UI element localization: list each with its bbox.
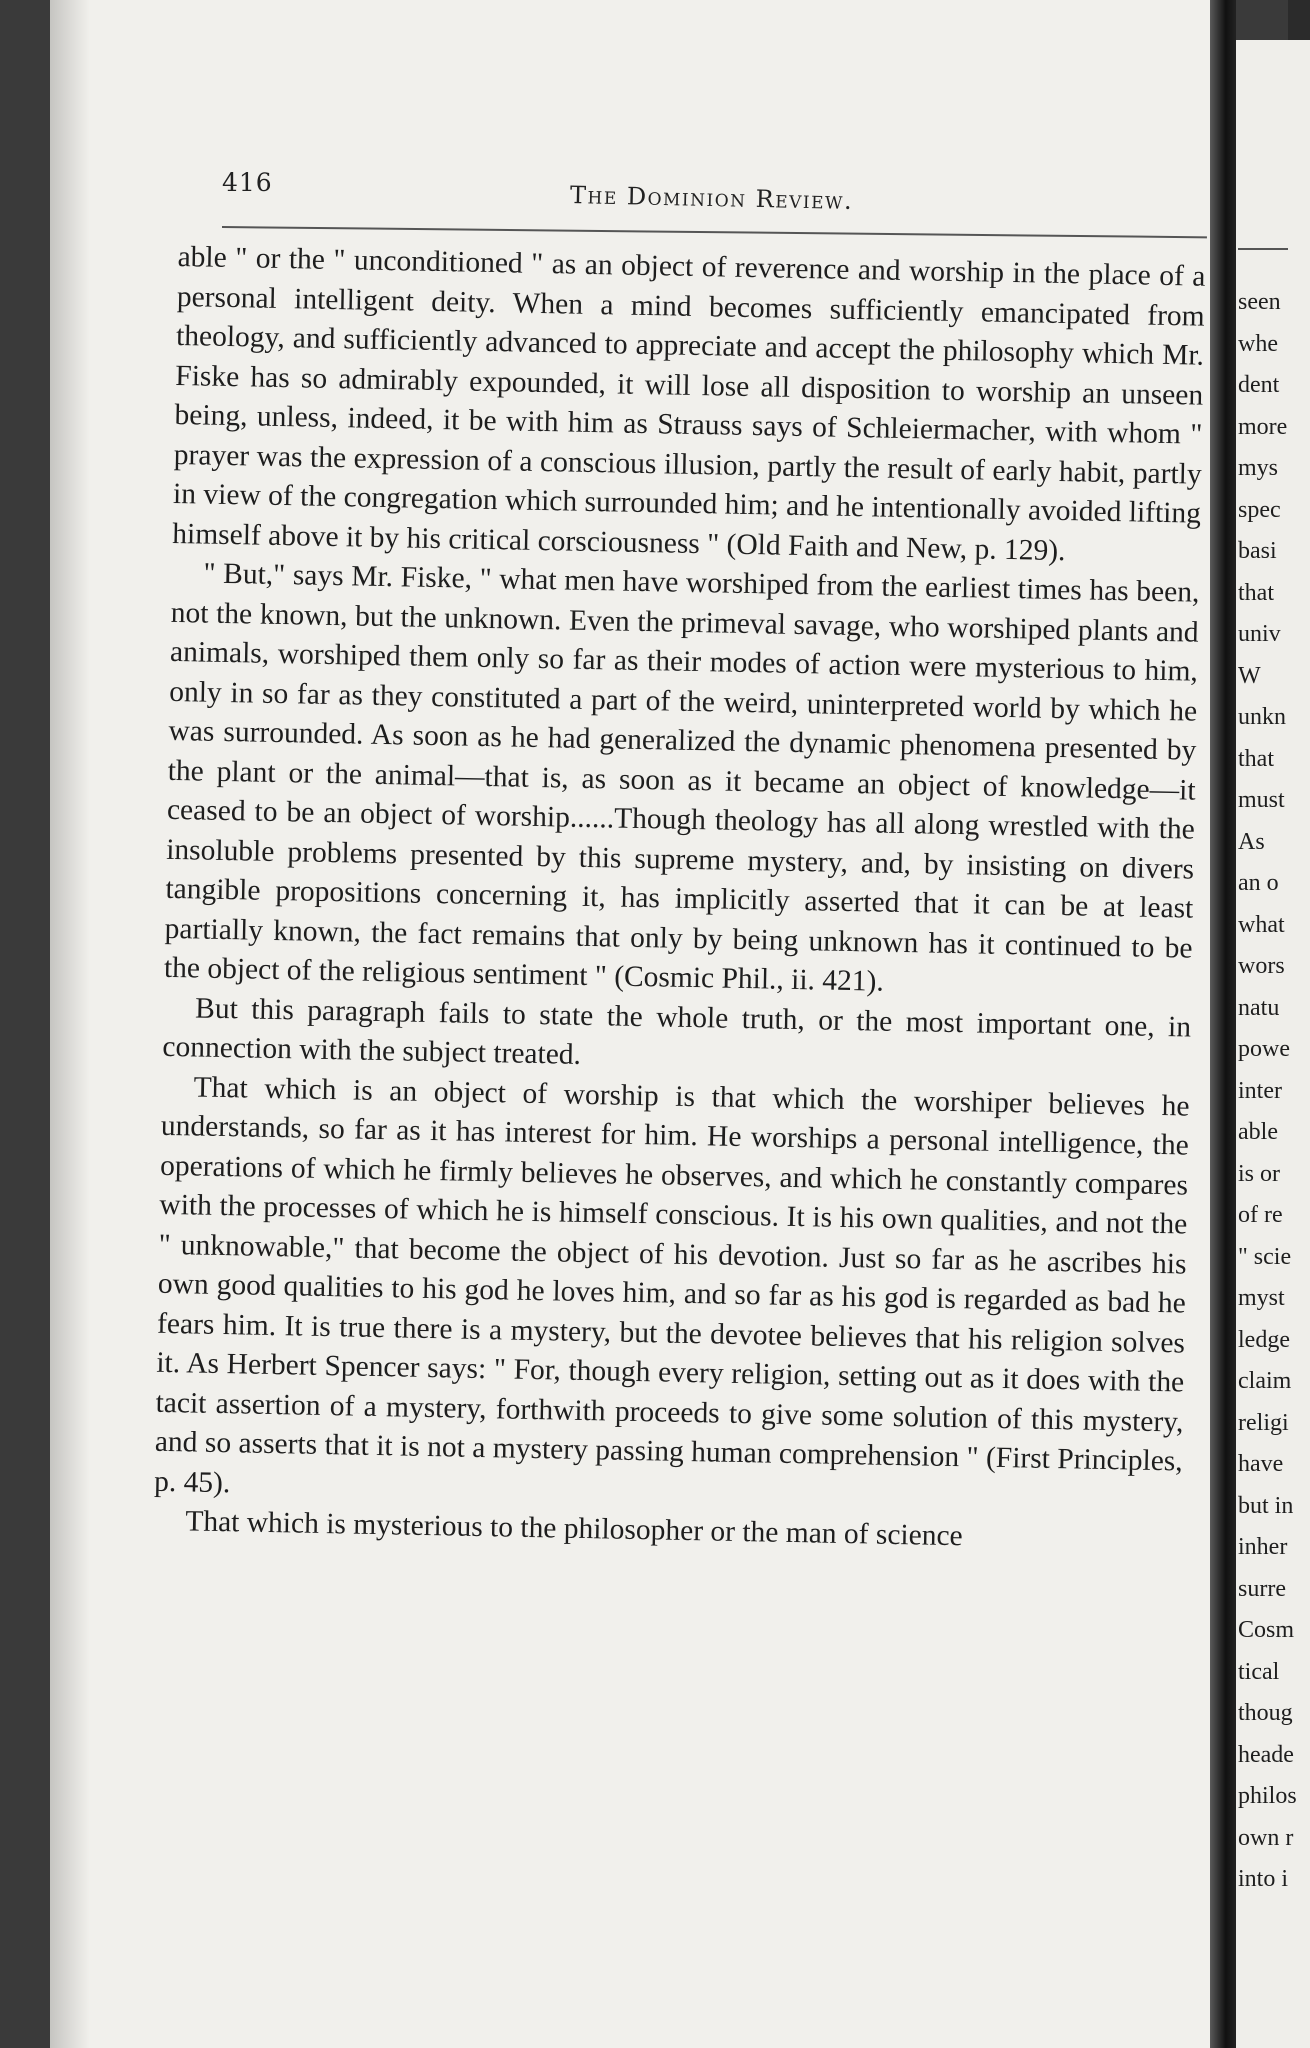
facing-line: able: [1238, 1119, 1278, 1145]
facing-line: must: [1238, 787, 1285, 813]
facing-line: tical: [1238, 1658, 1280, 1685]
facing-line: of re: [1238, 1202, 1283, 1228]
facing-line: wors: [1238, 953, 1285, 979]
facing-line: into i: [1238, 1866, 1289, 1892]
page-number: 416: [222, 168, 273, 197]
facing-line: surre: [1238, 1575, 1286, 1602]
facing-line: but in: [1238, 1492, 1294, 1519]
facing-line: seen: [1238, 289, 1281, 315]
facing-line: spec: [1238, 496, 1281, 523]
facing-line: more: [1238, 413, 1288, 440]
facing-page-rule: [1238, 248, 1288, 250]
facing-line: powe: [1238, 1036, 1290, 1062]
paragraph-mysterious: That which is mysterious to the philosopher or the man of science: [185, 1505, 964, 1553]
facing-line: mys: [1238, 455, 1279, 481]
facing-line: univ: [1238, 621, 1281, 647]
facing-line: myst: [1238, 1285, 1285, 1311]
facing-line: dent: [1238, 372, 1280, 398]
facing-page-column: [1238, 282, 1298, 1901]
facing-line: own r: [1238, 1824, 1294, 1851]
facing-line: basi: [1238, 538, 1277, 564]
facing-line: religi: [1238, 1409, 1289, 1436]
facing-line: thoug: [1238, 1700, 1293, 1726]
facing-line: claim: [1238, 1368, 1292, 1394]
facing-line: inher: [1238, 1534, 1288, 1560]
paragraph-object-of-worship: That which is an object of worship is that which the worshiper believes he understands, so far as it has interest for him. He worships a personal intelligence, the operations of which he firmly believes he observes, and which he constantly compares with the processes of which he is himself conscious. It is his own qualities, and not the " unknowable," that become the object of his devotion. Just so far as he ascribes his own good qualities to his god he loves him, and so far as his god is regarded as bad he fears him. It is true there is a mystery, but the devotee believes that his religion solves it. As Herbert Spencer says: " For, though every religion, setting out as it does with the tacit assertion of a mystery, forthwith proceeds to give some solution of this mystery, and so asserts that it is not a mystery passing human comprehension " (First Principles, p. 45).: [153, 1070, 1190, 1499]
page-edge-shadow: [50, 0, 90, 2048]
facing-line: what: [1238, 911, 1285, 938]
paragraph-fiske-quote: " But," says Mr. Fiske, " what men have worshiped from the earliest times has been, not the known, but the unknown. Even the primeval savage, who worshiped plants and animals, worshiped them only so far as their modes of action were mysterious to him, only in so far as they constituted a part of the weird, uninterpreted world by which he was surrounded. As soon as he had generalized the dynamic phenomena presented by the plant or the animal—that is, as soon as it became an object of knowledge—it ceased to be an object of worship......Though theology has all along wrestled with the insoluble problems presented by this supreme mystery, and, by insisting on divers tangible propositions concerning it, has implicitly asserted that it can be at least partially known, the fact remains that only by being unknown has it continued to be the object of the religious sentiment " (Cosmic Phil., ii. 421).: [163, 557, 1200, 998]
facing-line: that: [1238, 745, 1274, 772]
book-gutter: [1210, 0, 1236, 2048]
facing-line: As: [1238, 828, 1265, 855]
facing-line: that: [1238, 579, 1274, 606]
facing-line: natu: [1238, 994, 1280, 1021]
facing-line: inter: [1238, 1077, 1282, 1104]
facing-line: whe: [1238, 330, 1278, 357]
journal-title: The Dominion Review.: [569, 181, 854, 215]
facing-line: W: [1238, 662, 1261, 689]
facing-line: have: [1238, 1451, 1284, 1477]
facing-line: ledge: [1238, 1326, 1290, 1353]
facing-line: heade: [1238, 1741, 1294, 1768]
paragraph-critique: But this paragraph fails to state the whole truth, or the most important one, in connection with the subject treated.: [162, 991, 1192, 1071]
facing-line: unkn: [1238, 704, 1286, 730]
running-head: [222, 168, 1207, 228]
facing-line: an o: [1238, 870, 1279, 896]
paragraph-continued: able " or the " unconditioned " as an object of reverence and worship in the place of a personal intelligent deity. When a mind becomes sufficiently emancipated from theology, and sufficiently advanced to appreciate and accept the philosophy which Mr. Fiske has so admirably expounded, it will lose all disposition to worship an unseen being, unless, indeed, it be with him as Strauss says of Schleiermacher, with whom " prayer was the expression of a conscious illusion, partly the result of early habit, partly in view of the congregation which surrounded him; and he intentionally avoided lifting himself above it by his critical corsciousness " (Old Faith and New, p. 129).: [172, 240, 1206, 567]
facing-line: " scie: [1238, 1243, 1292, 1270]
article-body: [153, 238, 1206, 1561]
facing-line: philos: [1238, 1783, 1297, 1809]
facing-line: is or: [1238, 1160, 1280, 1187]
facing-line: Cosm: [1238, 1617, 1295, 1643]
